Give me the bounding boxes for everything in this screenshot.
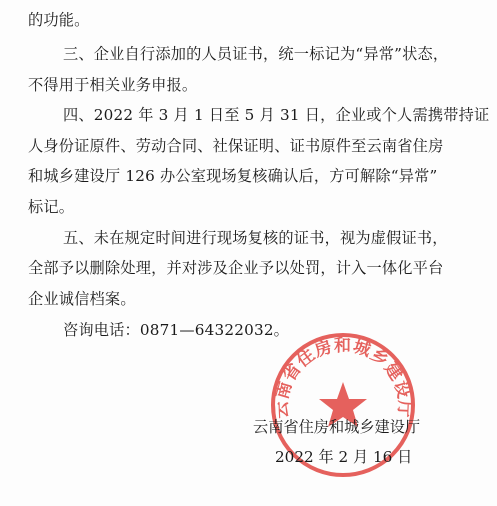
text-line-2: 三、企业自行添加的人员证书，统一标记为“异常”状态， — [63, 45, 449, 63]
text-line-9: 全部予以删除处理，并对涉及企业予以处罚，计入一体化平台 — [28, 259, 444, 277]
signature-organization: 云南省住房和城乡建设厅 — [253, 418, 421, 436]
seal-text: 云南省住房和城乡建设厅 — [271, 335, 415, 419]
text-line-8: 五、未在规定时间进行现场复核的证书，视为虚假证书， — [63, 229, 448, 247]
text-line-7: 标记。 — [28, 198, 75, 216]
text-line-4: 四、2022 年 3 月 1 日至 5 月 31 日，企业或个人需携带持证 — [63, 106, 490, 124]
contact-phone: 咨询电话：0871—64322032。 — [63, 321, 290, 339]
text-line-1: 的功能。 — [28, 11, 90, 29]
text-line-10: 企业诚信档案。 — [28, 290, 136, 308]
signature-date: 2022 年 2 月 16 日 — [275, 448, 413, 466]
text-line-6: 和城乡建设厅 126 办公室现场复核确认后，方可解除“异常” — [28, 167, 438, 185]
text-line-5: 人身份证原件、劳动合同、社保证明、证书原件至云南省住房 — [28, 137, 444, 155]
text-line-3: 不得用于相关业务申报。 — [28, 76, 198, 94]
